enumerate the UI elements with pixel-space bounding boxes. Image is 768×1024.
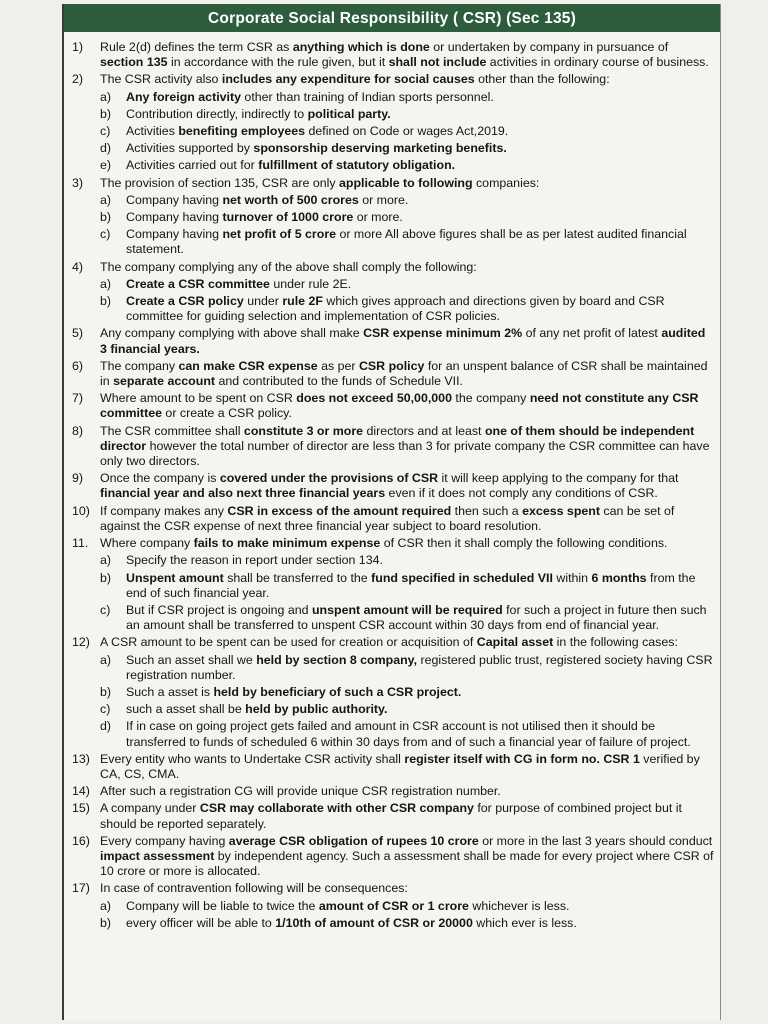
emphasized-text: Any foreign activity: [126, 89, 241, 104]
rule-number: 11.: [72, 536, 89, 551]
text-segment: verified by CA, CS, CMA.: [100, 751, 700, 781]
rule-number: 2): [72, 72, 84, 87]
text-segment: Activities: [126, 124, 179, 139]
sub-rule-letter: e): [100, 158, 112, 173]
text-segment: The provision of section 135, CSR are only: [100, 175, 339, 190]
rule-item: [72, 40, 714, 70]
sub-rule-letter: d): [100, 719, 112, 734]
sub-rule-item: [72, 571, 714, 601]
rule-item: [72, 834, 714, 880]
rule-number: 3): [72, 175, 84, 190]
sub-rule-letter: c): [100, 227, 111, 242]
text-segment: every officer will be able to: [126, 915, 276, 930]
sub-rule-item: [72, 702, 714, 717]
sub-rule-text: [126, 571, 695, 600]
sub-rule-text: [126, 702, 387, 716]
rule-text: [100, 176, 539, 190]
rule-number: 13): [72, 751, 90, 766]
sub-rule-text: [126, 553, 383, 567]
text-segment: If company makes any: [100, 503, 228, 518]
sub-rule-item: [72, 210, 714, 225]
emphasized-text: net profit of 5 crore: [222, 227, 337, 242]
emphasized-text: Create a CSR policy: [126, 294, 244, 309]
emphasized-text: includes any expenditure for social causes: [221, 72, 475, 87]
rule-text: [100, 326, 705, 355]
text-segment: of CSR then it shall comply the following conditions.: [380, 536, 668, 551]
emphasized-text: unspent amount will be required: [311, 602, 503, 617]
sub-rule-letter: b): [100, 106, 112, 121]
rule-number: 7): [72, 391, 84, 406]
text-segment: of any net profit of latest: [522, 326, 662, 341]
sub-rule-text: [126, 158, 455, 172]
text-segment: Such an asset shall we: [126, 652, 257, 667]
sub-rule-text: [126, 899, 569, 913]
rule-number: 15): [72, 801, 90, 816]
emphasized-text: one of them should be independent director: [100, 423, 695, 453]
emphasized-text: turnover of 1000 crore: [222, 210, 354, 225]
text-segment: which gives approach and directions given by board and CSR committee for guiding selection and implementation of CSR policies.: [126, 294, 665, 324]
sub-rule-item: [72, 685, 714, 700]
sub-rule-item: [72, 158, 714, 173]
emphasized-text: separate account: [113, 374, 216, 389]
text-segment: companies:: [472, 175, 540, 190]
document-page: [62, 4, 721, 1020]
text-segment: Where company: [100, 536, 194, 551]
rule-item: [72, 424, 714, 470]
emphasized-text: CSR expense minimum 2%: [363, 326, 523, 341]
sub-rule-text: [126, 277, 351, 291]
text-segment: from the end of such financial year.: [126, 570, 696, 600]
rule-item: [72, 391, 714, 421]
text-segment: If in case on going project gets failed and amount in CSR account is not utilised then it should be transferred to funds of scheduled 6 within 30 days from and of such a financial year of failure of project.: [126, 719, 691, 749]
text-segment: Such a asset is: [126, 684, 214, 699]
sub-rule-text: [126, 719, 691, 748]
text-segment: such a asset shall be: [126, 702, 246, 717]
rule-number: 9): [72, 471, 84, 486]
sub-rule-text: [126, 227, 687, 256]
emphasized-text: average CSR obligation of rupees 10 crore: [228, 833, 479, 848]
text-segment: other than the following:: [474, 72, 610, 87]
rule-item: [72, 536, 714, 551]
text-segment: under: [243, 294, 283, 309]
text-segment: for an unspent balance of CSR shall be maintained in: [100, 358, 708, 389]
sub-rule-text: [126, 653, 713, 682]
text-segment: which ever is less.: [472, 915, 577, 930]
text-segment: by independent agency. Such a assessment shall be made for every project where CSR of 10 crore or more is allocated.: [100, 848, 714, 879]
sub-rule-item: [72, 653, 714, 683]
text-segment: or more in the last 3 years should conduct: [478, 833, 713, 848]
text-segment: Specify the reason in report under section 134.: [126, 553, 383, 568]
text-segment: or more.: [358, 192, 409, 207]
rule-text: [100, 635, 678, 649]
text-segment: in accordance with the rule given, but it: [167, 55, 389, 70]
rule-number: 14): [72, 784, 90, 799]
sub-rule-text: [126, 916, 577, 930]
rule-text: [100, 391, 698, 420]
text-segment: Any company complying with above shall make: [100, 326, 364, 341]
sub-rule-letter: a): [100, 89, 112, 104]
emphasized-text: held by beneficiary of such a CSR project.: [213, 684, 462, 699]
rule-text: [100, 881, 408, 895]
rule-item: [72, 326, 714, 356]
rule-item: [72, 881, 714, 896]
rule-text: [100, 424, 710, 468]
rule-number: 1): [72, 40, 84, 54]
text-segment: The company: [100, 358, 179, 373]
text-segment: Every company having: [100, 833, 229, 848]
emphasized-text: held by public authority.: [245, 702, 388, 717]
emphasized-text: does not exceed 50,00,000: [296, 391, 452, 406]
emphasized-text: section 135: [100, 55, 168, 70]
text-segment: the company: [451, 391, 530, 406]
rule-text: [100, 471, 678, 500]
emphasized-text: need not constitute any CSR committee: [100, 391, 699, 421]
sub-rule-item: [72, 193, 714, 208]
sub-rule-letter: b): [100, 915, 112, 930]
text-segment: or more All above figures shall be as per latest audited financial statement.: [126, 227, 687, 257]
text-segment: A company under: [100, 801, 200, 816]
rule-number: 16): [72, 833, 90, 848]
text-segment: or create a CSR policy.: [161, 406, 292, 421]
emphasized-text: Unspent amount: [126, 570, 224, 585]
emphasized-text: CSR policy: [358, 358, 425, 373]
sub-rule-text: [126, 90, 494, 104]
text-segment: Once the company is: [100, 471, 220, 486]
sub-rule-item: [72, 294, 714, 324]
rule-item: [72, 784, 714, 799]
sub-rule-text: [126, 603, 707, 632]
rule-number: 4): [72, 259, 84, 274]
sub-rule-letter: a): [100, 898, 112, 913]
sub-rule-item: [72, 916, 714, 931]
sub-rule-text: [126, 107, 391, 121]
sub-rule-text: [126, 294, 665, 323]
rule-number: 10): [72, 503, 90, 518]
sub-rule-item: [72, 603, 714, 633]
sub-rule-letter: b): [100, 210, 112, 225]
text-segment: Company having: [126, 210, 223, 225]
emphasized-text: amount of CSR or 1 crore: [318, 898, 469, 913]
rule-item: [72, 359, 714, 389]
rule-number: 8): [72, 423, 84, 438]
text-segment: registered public trust, registered society having CSR registration number.: [126, 652, 713, 682]
sub-rule-item: [72, 553, 714, 568]
sub-rule-letter: d): [100, 141, 112, 156]
emphasized-text: anything which is done: [292, 40, 430, 54]
text-segment: in the following cases:: [553, 635, 678, 650]
sub-rule-text: [126, 124, 508, 138]
text-segment: Activities carried out for: [126, 158, 259, 173]
rule-text: [100, 536, 667, 550]
rule-item: [72, 635, 714, 650]
emphasized-text: net worth of 500 crores: [222, 192, 359, 207]
emphasized-text: held by section 8 company,: [256, 652, 418, 667]
emphasized-text: CSR in excess of the amount required: [227, 503, 452, 518]
text-segment: In case of contravention following will be consequences:: [100, 881, 408, 896]
sub-rule-letter: b): [100, 684, 112, 699]
sub-rule-letter: b): [100, 570, 112, 585]
rule-text: [100, 504, 674, 533]
text-segment: or undertaken by company in pursuance of: [429, 40, 669, 54]
emphasized-text: financial year and also next three financial years: [100, 486, 386, 501]
sub-rule-text: [126, 141, 507, 155]
rule-text: [100, 834, 713, 878]
text-segment: then such a: [451, 503, 523, 518]
text-segment: Every entity who wants to Undertake CSR activity shall: [100, 751, 405, 766]
emphasized-text: Create a CSR committee: [126, 276, 270, 291]
text-segment: Company will be liable to twice the: [126, 898, 319, 913]
text-segment: as per: [317, 358, 359, 373]
text-segment: Rule 2(d) defines the term CSR as: [100, 40, 293, 54]
rule-item: [72, 176, 714, 191]
rule-text: [100, 359, 708, 388]
sub-rule-item: [72, 107, 714, 122]
emphasized-text: sponsorship deserving marketing benefits.: [253, 141, 507, 156]
text-segment: for purpose of combined project but it should be reported separately.: [100, 801, 682, 831]
emphasized-text: rule 2F: [282, 294, 323, 309]
sub-rule-letter: a): [100, 276, 112, 291]
text-segment: or more.: [353, 210, 403, 225]
emphasized-text: fails to make minimum expense: [193, 536, 381, 551]
text-segment: under rule 2E.: [269, 276, 352, 291]
emphasized-text: impact assessment: [100, 848, 215, 863]
sub-rule-text: [126, 193, 408, 207]
emphasized-text: political party.: [307, 106, 391, 121]
sub-rule-letter: a): [100, 553, 112, 568]
sub-rule-letter: c): [100, 124, 111, 139]
text-segment: other than training of Indian sports personnel.: [240, 89, 494, 104]
rule-number: 6): [72, 358, 84, 373]
rule-text: [100, 260, 477, 274]
sub-rule-item: [72, 899, 714, 914]
sub-rule-text: [126, 210, 403, 224]
sub-rule-item: [72, 277, 714, 292]
rule-item: [72, 260, 714, 275]
text-segment: and contributed to the funds of Schedule VII.: [215, 374, 463, 389]
rule-text: [100, 801, 682, 830]
sub-rule-item: [72, 141, 714, 156]
page-title: Corporate Social Responsibility ( CSR) (Sec 135): [64, 4, 720, 32]
rule-item: [72, 752, 714, 782]
rule-text: [100, 752, 700, 781]
text-segment: The company complying any of the above shall comply the following:: [100, 259, 477, 274]
text-segment: even if it does not comply any conditions of CSR.: [385, 486, 658, 501]
sub-rule-letter: b): [100, 294, 112, 309]
emphasized-text: 6 months: [591, 570, 647, 585]
emphasized-text: fulfillment of statutory obligation.: [258, 158, 456, 173]
sub-rule-item: [72, 227, 714, 257]
rule-text: [100, 40, 709, 69]
text-segment: The CSR activity also: [100, 72, 222, 87]
text-segment: Company having: [126, 227, 223, 242]
emphasized-text: covered under the provisions of CSR: [219, 471, 439, 486]
rule-text: [100, 72, 610, 86]
text-segment: activities in ordinary course of business.: [486, 55, 709, 70]
text-segment: however the total number of director are less than 3 for private company the CSR committee can have only two directors.: [100, 438, 710, 469]
rule-text: [100, 784, 501, 798]
text-segment: can be set of against the CSR expense of next three financial year subject to board resolution.: [100, 503, 675, 533]
rule-item: [72, 801, 714, 831]
emphasized-text: benefiting employees: [178, 124, 306, 139]
emphasized-text: shall not include: [388, 55, 487, 70]
emphasized-text: 1/10th of amount of CSR or 20000: [275, 915, 473, 930]
sub-rule-letter: c): [100, 702, 111, 717]
text-segment: directors and at least: [363, 423, 485, 438]
emphasized-text: CSR may collaborate with other CSR company: [199, 801, 474, 816]
emphasized-text: constitute 3 or more: [243, 423, 364, 438]
sub-rule-item: [72, 124, 714, 139]
text-segment: Activities supported by: [126, 141, 254, 156]
text-segment: The CSR committee shall: [100, 423, 244, 438]
sub-rule-letter: c): [100, 602, 111, 617]
emphasized-text: fund specified in scheduled VII: [371, 570, 553, 585]
sub-rule-text: [126, 685, 461, 699]
text-segment: within: [552, 570, 592, 585]
text-segment: A CSR amount to be spent can be used for creation or acquisition of: [100, 635, 477, 650]
sub-rule-letter: a): [100, 652, 112, 667]
text-segment: whichever is less.: [468, 898, 570, 913]
csr-rules-list: [72, 40, 714, 933]
emphasized-text: can make CSR expense: [178, 358, 318, 373]
rule-number: 12): [72, 635, 90, 650]
text-segment: defined on Code or wages Act,2019.: [305, 124, 509, 139]
text-segment: Company having: [126, 192, 223, 207]
rule-item: [72, 72, 714, 87]
rule-number: 5): [72, 326, 84, 341]
text-segment: After such a registration CG will provide unique CSR registration number.: [100, 784, 501, 799]
emphasized-text: register itself with CG in form no. CSR 1: [404, 751, 640, 766]
text-segment: But if CSR project is ongoing and: [126, 602, 312, 617]
text-segment: shall be transferred to the: [223, 570, 372, 585]
rule-item: [72, 471, 714, 501]
sub-rule-item: [72, 719, 714, 749]
sub-rule-item: [72, 90, 714, 105]
text-segment: Where amount to be spent on CSR: [100, 391, 297, 406]
rule-number: 17): [72, 881, 90, 896]
emphasized-text: Capital asset: [476, 635, 554, 650]
emphasized-text: audited 3 financial years.: [100, 326, 706, 356]
sub-rule-letter: a): [100, 192, 112, 207]
text-segment: Contribution directly, indirectly to: [126, 106, 308, 121]
rule-item: [72, 504, 714, 534]
text-segment: for such a project in future then such an amount shall be transferred to unspent CSR account within 30 days from end of financial year.: [126, 602, 707, 633]
emphasized-text: applicable to following: [339, 175, 473, 190]
text-segment: it will keep applying to the company for that: [438, 471, 679, 486]
emphasized-text: excess spent: [522, 503, 600, 518]
